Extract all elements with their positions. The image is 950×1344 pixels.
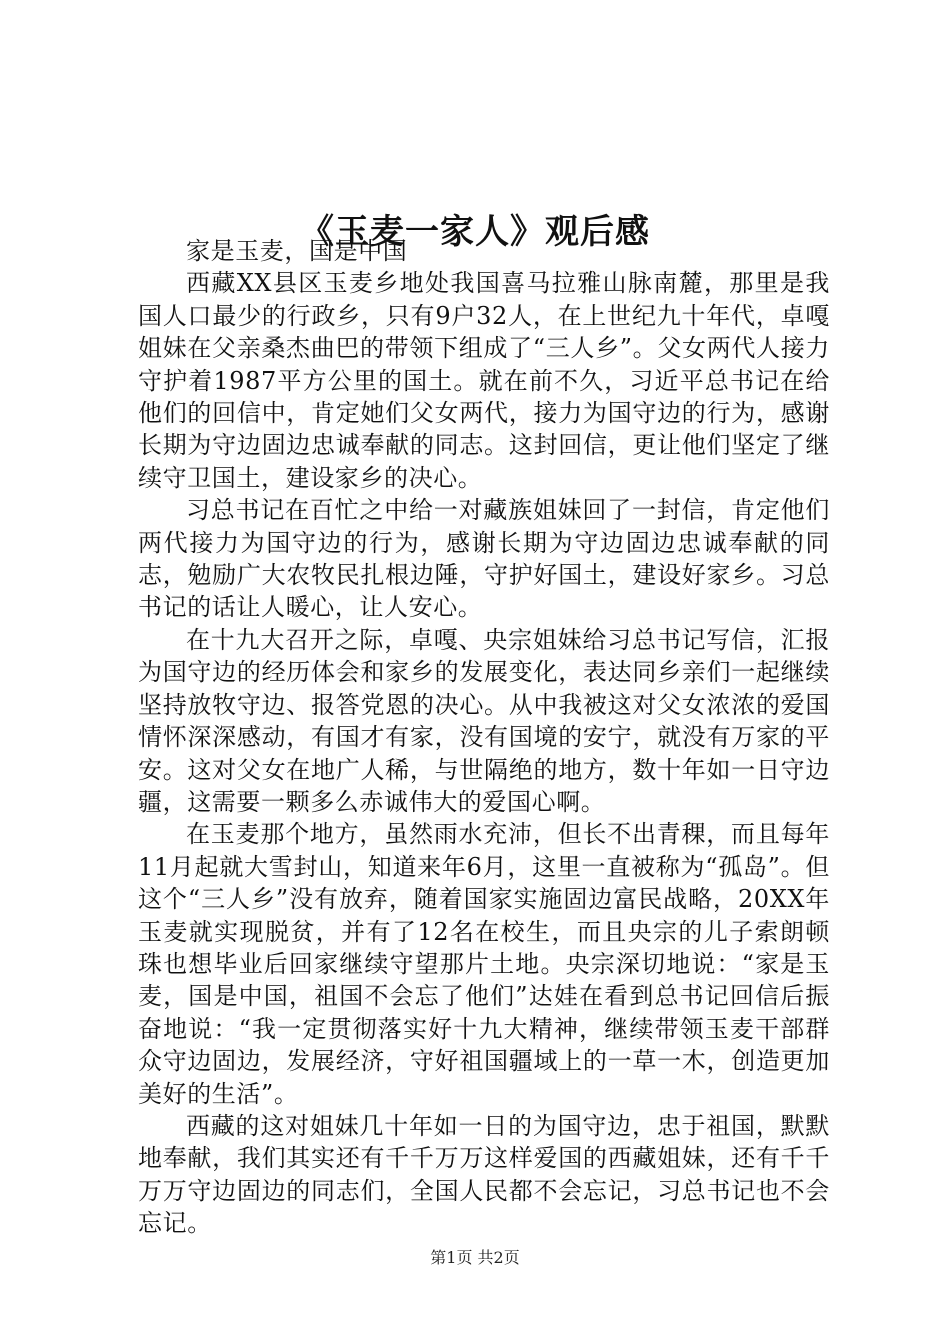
paragraph-3: 在十九大召开之际，卓嘎、央宗姐妹给习总书记写信，汇报为国守边的经历体会和家乡的发展变化，表达同乡亲们一起继续坚持放牧守边、报答党恩的决心。从中我被这对父女浓浓的爱国情怀深深感动，有国才有家，没有国境的安宁，就没有万家的平安。这对父女在地广人稀，与世隔绝的地方，数十年如一日守边疆，这需要一颗多么赤诚伟大的爱国心啊。	[138, 625, 830, 816]
paragraph-subtitle: 家是玉麦，国是中国	[186, 237, 408, 265]
document-title: 《玉麦一家人》观后感	[300, 211, 650, 252]
paragraph-2: 习总书记在百忙之中给一对藏族姐妹回了一封信，肯定他们两代接力为国守边的行为，感谢长期为守边固边忠诚奉献的同志，勉励广大农牧民扎根边陲，守护好国土，建设好家乡。习总书记的话让人暖心，让人安心。	[138, 496, 830, 622]
paragraph-4: 在玉麦那个地方，虽然雨水充沛，但长不出青稞，而且每年11月起就大雪封山，知道来年6月，这里一直被称为“孤岛”。但这个“三人乡”没有放弃，随着国家实施固边富民战略，20XX年玉麦就实现脱贫，并有了12名在校生，而且央宗的儿子索朗顿珠也想毕业后回家继续守望那片土地。央宗深切地说：“家是玉麦，国是中国，祖国不会忘了他们”达娃在看到总书记回信后振奋地说：“我一定贯彻落实好十九大精神，继续带领玉麦干部群众守边固边，发展经济，守好祖国疆域上的一草一木，创造更加美好的生活”。	[138, 820, 830, 1108]
page-footer: 第1页 共2页	[430, 1248, 520, 1267]
paragraph-1: 西藏XX县区玉麦乡地处我国喜马拉雅山脉南麓，那里是我国人口最少的行政乡，只有9户32人，在上世纪九十年代，卓嘎姐妹在父亲桑杰曲巴的带领下组成了“三人乡”。父女两代人接力守护着1987平方公里的国土。就在前不久，习近平总书记在给他们的回信中，肯定她们父女两代，接力为国守边的行为，感谢长期为守边固边忠诚奉献的同志。这封回信，更让他们坚定了继续守卫国土，建设家乡的决心。	[138, 269, 830, 492]
document-body	[138, 235, 830, 1240]
paragraph-5: 西藏的这对姐妹几十年如一日的为国守边，忠于祖国，默默地奉献，我们其实还有千千万万这样爱国的西藏姐妹，还有千千万万守边固边的同志们，全国人民都不会忘记，习总书记也不会忘记。	[138, 1111, 830, 1238]
